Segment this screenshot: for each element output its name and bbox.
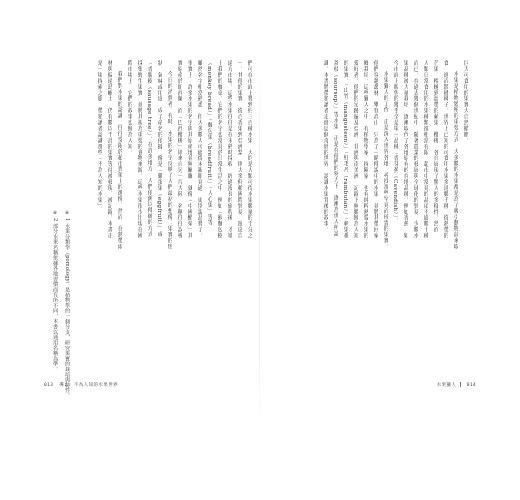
left-text-column-16: 是一場探索之旅，帶領讀者認識那些「不為人知的水果」。 — [96, 60, 102, 212]
left-text-column-9: 今日的消費者。有時，水果的名字反映了人們最初的想像：果實的形 — [166, 71, 172, 250]
left-text-column-10: 狀、氣味或用途，成了命名的依據，像是「雞蛋果（eggfruit）」或 — [156, 60, 162, 238]
left-text-column-11: 「香腸樹（sausage tree）」。在許多地方，人們依舊以傳統的方式 — [146, 60, 152, 237]
footnote-1: ※ 1 水果分類學（pomology）是植物學的一個分支，研究果實的栽培與特性。 — [64, 210, 70, 399]
left-text-column-8: 實原產於紐西蘭，而「巴西櫻桃」則來自另一片大陸，名稱往往誤導 — [176, 60, 182, 239]
right-text-column-7: 果品種被大量栽培，逐漸取代了各地原有的在地品種。例如香蕉，如 — [402, 60, 408, 239]
left-text-column-5: （monkey bread）」「麵包果（breadfruit）」「人心果」等等， — [206, 60, 212, 232]
right-text-column-13: 的果實。「山竹（mangosteen）」「紅毛丹（rambutan）」「刺果番 — [342, 60, 348, 239]
left-page-footer — [44, 382, 118, 388]
footer-separator — [460, 382, 461, 387]
left-footnotes — [52, 210, 70, 400]
right-text-column-8: 今市面上販售的幾乎全是單一品種「香芽蕉（Cavendish）」。 — [392, 60, 398, 224]
right-text-column-5: 人類日常食用的水果種類卻相當有限，超市中常見的品項不過數十種 — [422, 60, 428, 239]
left-running-head: 導言：不為人知的水果世界 — [59, 383, 118, 388]
left-text-column-4: 上我們的餐桌。它們的名字也常見於日常生活之中，例如「猴麵包樹 — [216, 60, 222, 239]
right-text-column-6: 而已。在過去幾個世紀中，隨著農業的發展與全球化的貿易，少數水 — [412, 60, 418, 239]
left-text-column-13: 際市場上，它們的故事也鮮為人知。 — [126, 60, 132, 156]
left-page — [44, 60, 252, 440]
right-body-text — [322, 60, 468, 405]
right-page-footer — [437, 382, 476, 388]
left-text-column-6: 雖然名字相當熟悉，但大多數人可能從未親眼見過，更別說品嘗了。 — [196, 60, 202, 239]
right-text-column-2: 水果是植物繁殖的重要方式，大多數的水果都是為了吸引動物前來取 — [452, 71, 458, 250]
right-text-column-12: 愛好者。他們的足跡遍及亞洲、非洲與南美洲，記錄下無數鮮為人知 — [352, 60, 358, 239]
left-text-column-2: 一。其他的果實，從百香果到亞洲梨，則大多仰賴國際貿易，運送自 — [236, 60, 242, 239]
right-text-column-9: 水果獵人的工作，正是深入世界各地，尋找那些罕見而珍貴的果實。 — [382, 71, 388, 250]
right-text-column-15: 識。本書將帶領讀者走進這個奇妙的世界，認識水果背後的故事。 — [322, 60, 328, 233]
left-text-column-7: 事實上，許多水果的名字與其原產地並無關聯，就像「中國醋栗」其 — [186, 60, 192, 239]
book-gutter — [259, 70, 260, 430]
right-page-number: 014 — [466, 383, 476, 388]
left-text-column-3: 遠方市場。這些水果往往是在未熟時採收，經過漫長的旅程後，才端 — [226, 60, 232, 239]
left-body-text — [96, 60, 252, 405]
left-text-column-12: 採集野生果實，並將其視為重要的食物來源。這些水果很少出現在國 — [136, 60, 142, 239]
left-page-number: 013 — [44, 383, 54, 388]
left-text-column-15: 林與偏遠島嶼上，仍有數以千計的果實等待被發現、被記錄。本書正 — [106, 60, 112, 239]
right-text-column-11: 鄉栽培。這些獵人之中，有植物學家、探險家，也有純粹熱愛水果的 — [362, 60, 368, 239]
right-text-column-3: 食，進而散播種子。世界上已知的可食用水果多達數千種，從熱帶的 — [442, 60, 448, 239]
right-text-column-14: 荔枝（soursop）」等水果，正是在他們的努力下，逐漸為世人所認 — [332, 60, 338, 237]
right-running-head: 水果獵人 — [436, 383, 457, 388]
right-text-column-10: 他們穿越叢林、攀登高山，只為了一睹傳說中的水果，並將其帶回家 — [372, 60, 378, 239]
left-text-column-14: 我們對水果的認識，往往受限於超市貨架上的選擇。然而，在熱帶雨 — [116, 71, 122, 250]
footnote-2: ※ 2 部分水果名稱依據各地習慣而有所不同，本書以通用名稱為準。 — [52, 210, 58, 372]
right-page — [268, 60, 476, 440]
right-text-column-1: 巨大可食用的果實大自然饋贈。 — [462, 60, 468, 144]
right-text-column-4: 芒果、榴槤到溫帶的蘋果、櫻桃，各自展現了驚人的多樣性。然而， — [432, 60, 438, 239]
left-text-column-1: 們可在市面上嘗到約三百種水果，大約是人類可得水果數量的千分之 — [246, 60, 252, 239]
